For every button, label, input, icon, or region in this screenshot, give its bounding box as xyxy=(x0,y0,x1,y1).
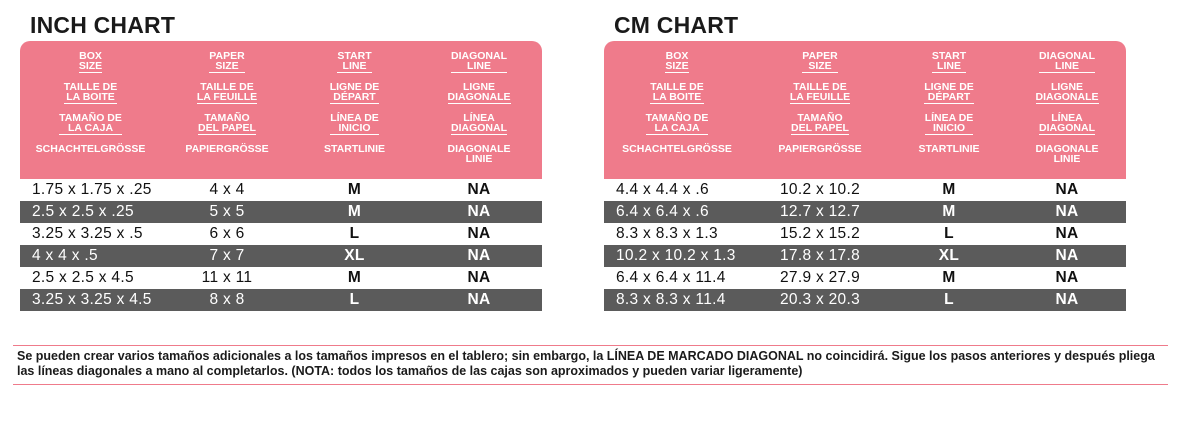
header-label xyxy=(64,82,117,113)
header-label-text: DIAGONAL LINE xyxy=(1039,50,1095,72)
cell-start-line: L xyxy=(349,225,360,242)
header-label xyxy=(185,144,268,175)
cell-box-size: 6.4 x 6.4 x 11.4 xyxy=(616,269,726,286)
header-label xyxy=(451,113,507,144)
cell-start-line: XL xyxy=(344,247,365,264)
cell-diagonal-line: NA xyxy=(467,291,491,308)
cell-paper-size: 12.7 x 12.7 xyxy=(780,203,860,220)
inch-chart-header xyxy=(20,41,542,179)
inch-chart-title: INCH CHART xyxy=(30,12,176,38)
header-label-text: LÍNEA DE INICIO xyxy=(330,112,379,134)
header-label xyxy=(330,113,379,144)
header-label xyxy=(1039,113,1095,144)
cell-diagonal-line: NA xyxy=(1055,225,1079,242)
header-col-start-line xyxy=(293,51,416,179)
header-label xyxy=(1039,51,1095,82)
cell-start-line: XL xyxy=(938,247,960,264)
cell-box-size: 4 x 4 x .5 xyxy=(32,247,98,264)
cell-box-size: 2.5 x 2.5 x .25 xyxy=(32,203,134,220)
cm-chart-title: CM CHART xyxy=(614,12,739,38)
header-label xyxy=(448,82,511,113)
table-row xyxy=(604,201,1126,223)
table-row xyxy=(20,223,542,245)
cell-paper-size: 6 x 6 xyxy=(209,225,245,242)
header-label xyxy=(330,82,380,113)
cell-diagonal-line: NA xyxy=(467,247,491,264)
header-label-text: LIGNE DE DÉPART xyxy=(924,81,974,103)
header-label xyxy=(198,113,256,144)
cell-diagonal-line: NA xyxy=(1055,181,1079,198)
cell-box-size: 8.3 x 8.3 x 11.4 xyxy=(616,291,726,308)
header-label xyxy=(337,51,371,82)
header-col-diagonal-line xyxy=(1008,51,1126,179)
header-label-text: BOX SIZE xyxy=(78,50,103,72)
header-label-text: SCHACHTELGRÖSSE xyxy=(622,143,732,155)
cell-diagonal-line: NA xyxy=(1055,203,1079,220)
header-label-text: STARTLINIE xyxy=(323,143,386,155)
cell-start-line: L xyxy=(944,225,954,242)
table-row xyxy=(604,245,1126,267)
header-label-text: PAPER SIZE xyxy=(209,50,245,72)
cell-start-line: M xyxy=(347,181,362,198)
table-row xyxy=(604,179,1126,201)
header-label-text: LÍNEA DIAGONAL xyxy=(451,112,507,134)
table-row xyxy=(20,267,542,289)
header-label-text: SCHACHTELGRÖSSE xyxy=(35,143,146,155)
header-label xyxy=(324,144,385,175)
header-label xyxy=(59,113,122,144)
header-label-text: LÍNEA DE INICIO xyxy=(924,112,974,134)
header-label xyxy=(650,82,703,113)
cell-box-size: 3.25 x 3.25 x 4.5 xyxy=(32,291,152,308)
header-col-paper-size xyxy=(161,51,293,179)
header-label-text: DIAGONALE LINIE xyxy=(447,143,511,165)
table-row xyxy=(604,289,1126,311)
header-label-text: TAMAÑO DEL PAPEL xyxy=(791,112,849,134)
header-label xyxy=(802,51,837,82)
cell-box-size: 8.3 x 8.3 x 1.3 xyxy=(616,225,718,242)
cell-start-line: L xyxy=(349,291,360,308)
cell-diagonal-line: NA xyxy=(1055,291,1079,308)
header-label-text: START LINE xyxy=(337,50,372,72)
header-label-text: LIGNE DIAGONALE xyxy=(1035,81,1099,103)
header-label xyxy=(925,113,974,144)
header-col-start-line xyxy=(890,51,1008,179)
cell-box-size: 6.4 x 6.4 x .6 xyxy=(616,203,709,220)
table-row xyxy=(604,223,1126,245)
cell-start-line: M xyxy=(347,203,362,220)
table-row xyxy=(604,267,1126,289)
cell-diagonal-line: NA xyxy=(467,269,491,286)
cell-paper-size: 17.8 x 17.8 xyxy=(780,247,860,264)
cell-paper-size: 15.2 x 15.2 xyxy=(780,225,860,242)
header-label xyxy=(209,51,244,82)
header-col-box-size xyxy=(20,51,161,179)
header-label-text: TAILLE DE LA FEUILLE xyxy=(789,81,851,103)
header-label xyxy=(197,82,257,113)
cell-paper-size: 11 x 11 xyxy=(201,269,253,286)
header-label xyxy=(791,113,849,144)
header-label-text: LÍNEA DIAGONAL xyxy=(1039,112,1095,134)
header-label xyxy=(924,82,974,113)
cell-start-line: M xyxy=(942,181,956,198)
header-label-text: TAMAÑO DEL PAPEL xyxy=(198,112,256,134)
header-col-paper-size xyxy=(750,51,890,179)
cell-box-size: 2.5 x 2.5 x 4.5 xyxy=(32,269,134,286)
inch-chart-rows xyxy=(20,179,542,311)
cell-box-size: 10.2 x 10.2 x 1.3 xyxy=(616,247,736,264)
header-label-text: START LINE xyxy=(931,50,967,72)
cell-start-line: L xyxy=(944,291,954,308)
header-label xyxy=(448,144,511,175)
header-label xyxy=(778,144,861,175)
header-label xyxy=(451,51,507,82)
header-label xyxy=(1036,144,1099,175)
header-label xyxy=(665,51,688,82)
cell-diagonal-line: NA xyxy=(467,203,491,220)
header-label xyxy=(918,144,979,175)
cell-paper-size: 4 x 4 xyxy=(209,181,245,198)
header-label-text: TAILLE DE LA BOITE xyxy=(650,81,704,103)
cell-box-size: 1.75 x 1.75 x .25 xyxy=(32,181,152,198)
cell-box-size: 4.4 x 4.4 x .6 xyxy=(616,181,709,198)
header-label-text: LIGNE DE DÉPART xyxy=(329,81,380,103)
cell-box-size: 3.25 x 3.25 x .5 xyxy=(32,225,143,242)
header-col-diagonal-line xyxy=(416,51,542,179)
header-label xyxy=(932,51,966,82)
cell-diagonal-line: NA xyxy=(1055,247,1079,264)
footnote: Se pueden crear varios tamaños adicionales a los tamaños impresos en el tablero; sin embargo, la LÍNEA DE MARCADO DIAGONAL no coincidirá. Sigue los pasos anteriores y después pliega las líneas diagonales a mano al completarlos. (NOTA: todos los tamaños de las cajas son aproximados y pueden variar ligeramente) xyxy=(13,345,1168,385)
cell-start-line: M xyxy=(942,269,956,286)
table-row xyxy=(20,201,542,223)
header-label-text: TAILLE DE LA FEUILLE xyxy=(196,81,258,103)
inch-chart xyxy=(20,10,542,311)
header-label xyxy=(622,144,732,175)
cell-paper-size: 27.9 x 27.9 xyxy=(780,269,860,286)
header-label-text: BOX SIZE xyxy=(665,50,689,72)
header-label-text: LIGNE DIAGONALE xyxy=(447,81,511,103)
cell-paper-size: 7 x 7 xyxy=(209,247,245,264)
table-row xyxy=(20,179,542,201)
cell-diagonal-line: NA xyxy=(467,181,491,198)
cell-start-line: M xyxy=(942,203,956,220)
header-label-text: PAPER SIZE xyxy=(802,50,838,72)
header-label-text: TAILLE DE LA BOITE xyxy=(63,81,118,103)
cell-diagonal-line: NA xyxy=(467,225,491,242)
header-label xyxy=(646,113,709,144)
cell-paper-size: 5 x 5 xyxy=(209,203,245,220)
cell-paper-size: 20.3 x 20.3 xyxy=(780,291,860,308)
header-label xyxy=(790,82,850,113)
header-label-text: TAMAÑO DE LA CAJA xyxy=(59,112,122,134)
header-label-text: PAPIERGRÖSSE xyxy=(778,143,862,155)
cm-chart-header xyxy=(604,41,1126,179)
table-row xyxy=(20,289,542,311)
table-row xyxy=(20,245,542,267)
cm-chart xyxy=(604,10,1126,311)
cell-paper-size: 10.2 x 10.2 xyxy=(780,181,860,198)
cell-start-line: M xyxy=(347,269,362,286)
header-label xyxy=(36,144,146,175)
header-label-text: DIAGONALE LINIE xyxy=(1035,143,1099,165)
header-col-box-size xyxy=(604,51,750,179)
header-label-text: STARTLINIE xyxy=(918,143,980,155)
header-label xyxy=(1036,82,1099,113)
header-label xyxy=(79,51,102,82)
cell-paper-size: 8 x 8 xyxy=(209,291,245,308)
cell-diagonal-line: NA xyxy=(1055,269,1079,286)
header-label-text: TAMAÑO DE LA CAJA xyxy=(645,112,709,134)
cm-chart-rows xyxy=(604,179,1126,311)
header-label-text: PAPIERGRÖSSE xyxy=(185,143,269,155)
header-label-text: DIAGONAL LINE xyxy=(451,50,507,72)
